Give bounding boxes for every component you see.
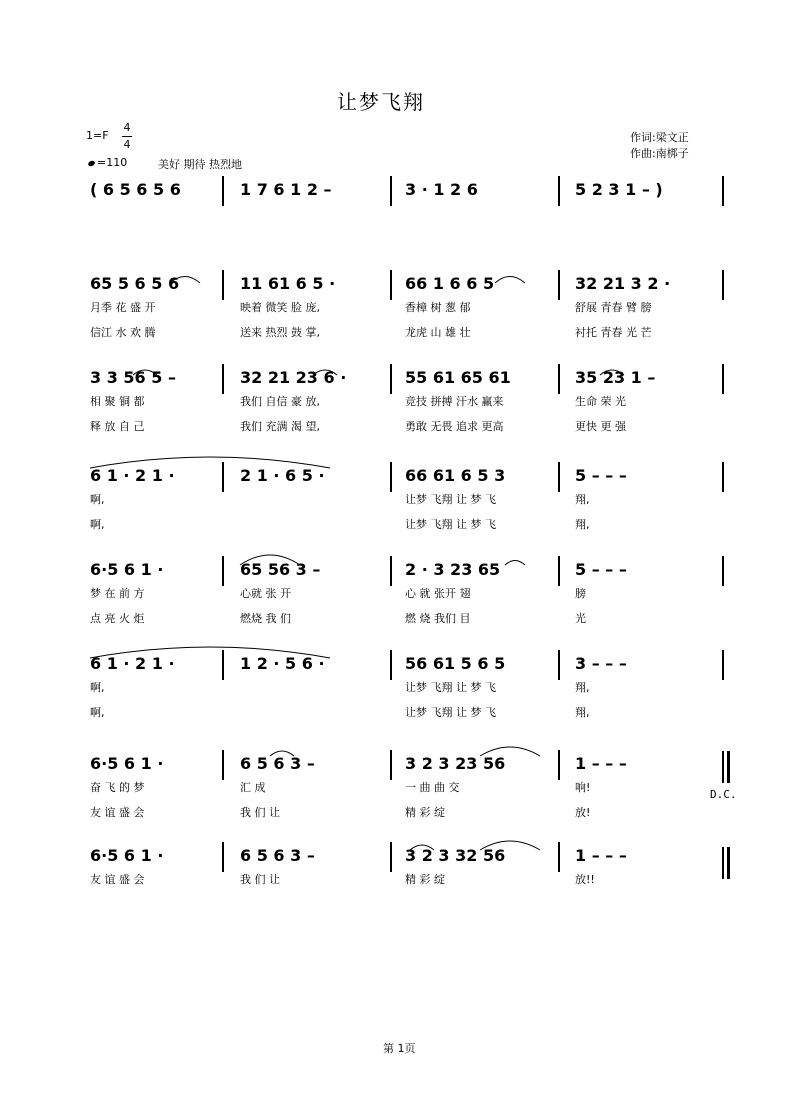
lyric-line: 翔, [575, 681, 590, 694]
lyric-line: 信江 水 欢 腾 [90, 326, 156, 339]
lyric-line: 让梦 飞翔 让 梦 飞 [405, 681, 496, 694]
lyric-line: 燃 烧 我们 目 [405, 612, 471, 625]
lyric-line: 香樟 树 葱 郁 [405, 301, 471, 314]
slur-mark [90, 647, 330, 658]
lyricist-credit: 作词:梁文正 [630, 131, 689, 144]
lyric-line: 心就 张 开 [240, 587, 291, 600]
measure-notes: 5 – – – [575, 560, 627, 579]
measure-notes: 56 61 5 6 5 [405, 654, 506, 673]
lyric-line: 释 放 自 己 [90, 420, 145, 433]
slur-mark [133, 370, 157, 375]
measure-notes: 1 – – – [575, 754, 627, 773]
lyric-line: 我 们 让 [240, 806, 280, 819]
key-label: 1=F [86, 129, 109, 142]
slur-mark [480, 747, 540, 756]
lyric-line: 竞技 拼搏 汗水 赢来 [405, 395, 504, 408]
measure-notes: 65 5 6 5 6 [90, 274, 180, 293]
lyric-line: 精 彩 绽 [405, 873, 445, 886]
lyric-line: 我 们 让 [240, 873, 280, 886]
measure-notes: 32 21 23 6 · [240, 368, 347, 387]
lyric-line: 精 彩 绽 [405, 806, 445, 819]
time-sig-bottom: 4 [123, 138, 131, 151]
measure-notes: 5 2 3 1 – ) [575, 180, 663, 199]
lyric-line: 啊, [90, 518, 105, 531]
final-barline [722, 847, 724, 879]
measure-notes: 35 23 1 – [575, 368, 656, 387]
lyric-line: 燃烧 我 们 [240, 612, 291, 625]
measure-notes: 1 2 · 5 6 · [240, 654, 325, 673]
measure-notes: 6 1 · 2 1 · [90, 654, 175, 673]
lyric-line: 翔, [575, 493, 590, 506]
measure-notes: 6·5 6 1 · [90, 846, 164, 865]
lyric-line: 映着 微笑 脸 庞, [240, 301, 320, 314]
lyric-line: 我们 充满 渴 望, [240, 420, 320, 433]
end-barline [722, 751, 724, 783]
measure-notes: 6·5 6 1 · [90, 754, 164, 773]
lyric-line: 我们 自信 豪 放, [240, 395, 320, 408]
end-barline [727, 751, 730, 783]
lyric-line: 啊, [90, 706, 105, 719]
lyric-line: 心 就 张开 翅 [405, 587, 471, 600]
slur-mark [170, 277, 200, 284]
slur-mark [270, 751, 294, 756]
measure-notes: 3 3 56 5 – [90, 368, 176, 387]
lyric-line: 更快 更 强 [575, 420, 626, 433]
lyric-line: 翔, [575, 518, 590, 531]
lyric-line: 生命 荣 光 [575, 395, 626, 408]
song-title: 让梦飞翔 [337, 90, 425, 114]
da-capo-mark: D.C. [710, 788, 737, 801]
slur-mark [90, 457, 330, 468]
measure-notes: 2 1 · 6 5 · [240, 466, 325, 485]
lyric-line: 放! [575, 806, 591, 819]
measure-notes: 3 2 3 32 56 [405, 846, 506, 865]
measure-notes: 55 61 65 61 [405, 368, 511, 387]
lyric-line: 让梦 飞翔 让 梦 飞 [405, 518, 496, 531]
lyric-line: 友 谊 盛 会 [90, 873, 145, 886]
slur-mark [410, 845, 434, 850]
measure-notes: 66 1 6 6 5 [405, 274, 495, 293]
slur-mark [313, 370, 337, 375]
lyric-line: 点 亮 火 炬 [90, 612, 145, 625]
lyric-line: 奋 飞 的 梦 [90, 781, 145, 794]
composer-credit: 作曲:南梆子 [630, 147, 689, 160]
lyric-line: 汇 成 [240, 781, 266, 794]
measure-notes: 11 61 6 5 · [240, 274, 336, 293]
lyric-line: 送来 热烈 鼓 掌, [240, 326, 320, 339]
measure-notes: 6 5 6 3 – [240, 754, 315, 773]
measure-notes: 1 – – – [575, 846, 627, 865]
lyric-line: 光 [575, 612, 586, 625]
measure-notes: 32 21 3 2 · [575, 274, 671, 293]
lyric-line: 让梦 飞翔 让 梦 飞 [405, 706, 496, 719]
measure-notes: 5 – – – [575, 466, 627, 485]
slur-mark [505, 561, 525, 566]
measure-notes: 3 · 1 2 6 [405, 180, 478, 199]
lyric-line: 月季 花 盛 开 [90, 301, 156, 314]
lyric-line: 翔, [575, 706, 590, 719]
lyric-line: 衬托 青春 光 芒 [575, 326, 652, 339]
measure-notes: 1 7 6 1 2 – [240, 180, 332, 199]
slur-mark [495, 277, 525, 284]
final-barline [727, 847, 730, 879]
slur-mark [600, 370, 624, 375]
slur-mark [480, 841, 540, 850]
lyric-line: 啊, [90, 681, 105, 694]
measure-notes: 65 56 3 – [240, 560, 321, 579]
slur-mark [240, 555, 300, 565]
lyric-line: 勇敢 无畏 追求 更高 [405, 420, 504, 433]
measure-notes: 3 – – – [575, 654, 627, 673]
page-footer: 第 1页 [383, 1042, 416, 1055]
measure-notes: 6 1 · 2 1 · [90, 466, 175, 485]
measure-notes: ( 6 5 6 5 6 [90, 180, 181, 199]
lyric-line: 相 聚 铜 都 [90, 395, 145, 408]
lyric-line: 响! [575, 781, 591, 794]
lyric-line: 龙虎 山 雄 壮 [405, 326, 471, 339]
lyric-line: 让梦 飞翔 让 梦 飞 [405, 493, 496, 506]
measure-notes: 66 61 6 5 3 [405, 466, 506, 485]
lyric-line: 啊, [90, 493, 105, 506]
measure-notes: 6·5 6 1 · [90, 560, 164, 579]
measure-notes: 6 5 6 3 – [240, 846, 315, 865]
measure-notes: 2 · 3 23 65 [405, 560, 501, 579]
lyric-line: 放!! [575, 873, 595, 886]
lyric-line: 梦 在 前 方 [90, 587, 145, 600]
measure-notes: 3 2 3 23 56 [405, 754, 506, 773]
expression-marking: 美好 期待 热烈地 [158, 158, 242, 171]
lyric-line: 舒展 青春 臂 膀 [575, 301, 652, 314]
lyric-line: 膀 [575, 587, 586, 600]
tempo-value: =110 [97, 156, 128, 169]
lyric-line: 友 谊 盛 会 [90, 806, 145, 819]
time-sig-top: 4 [122, 120, 132, 137]
lyric-line: 一 曲 曲 交 [405, 781, 460, 794]
